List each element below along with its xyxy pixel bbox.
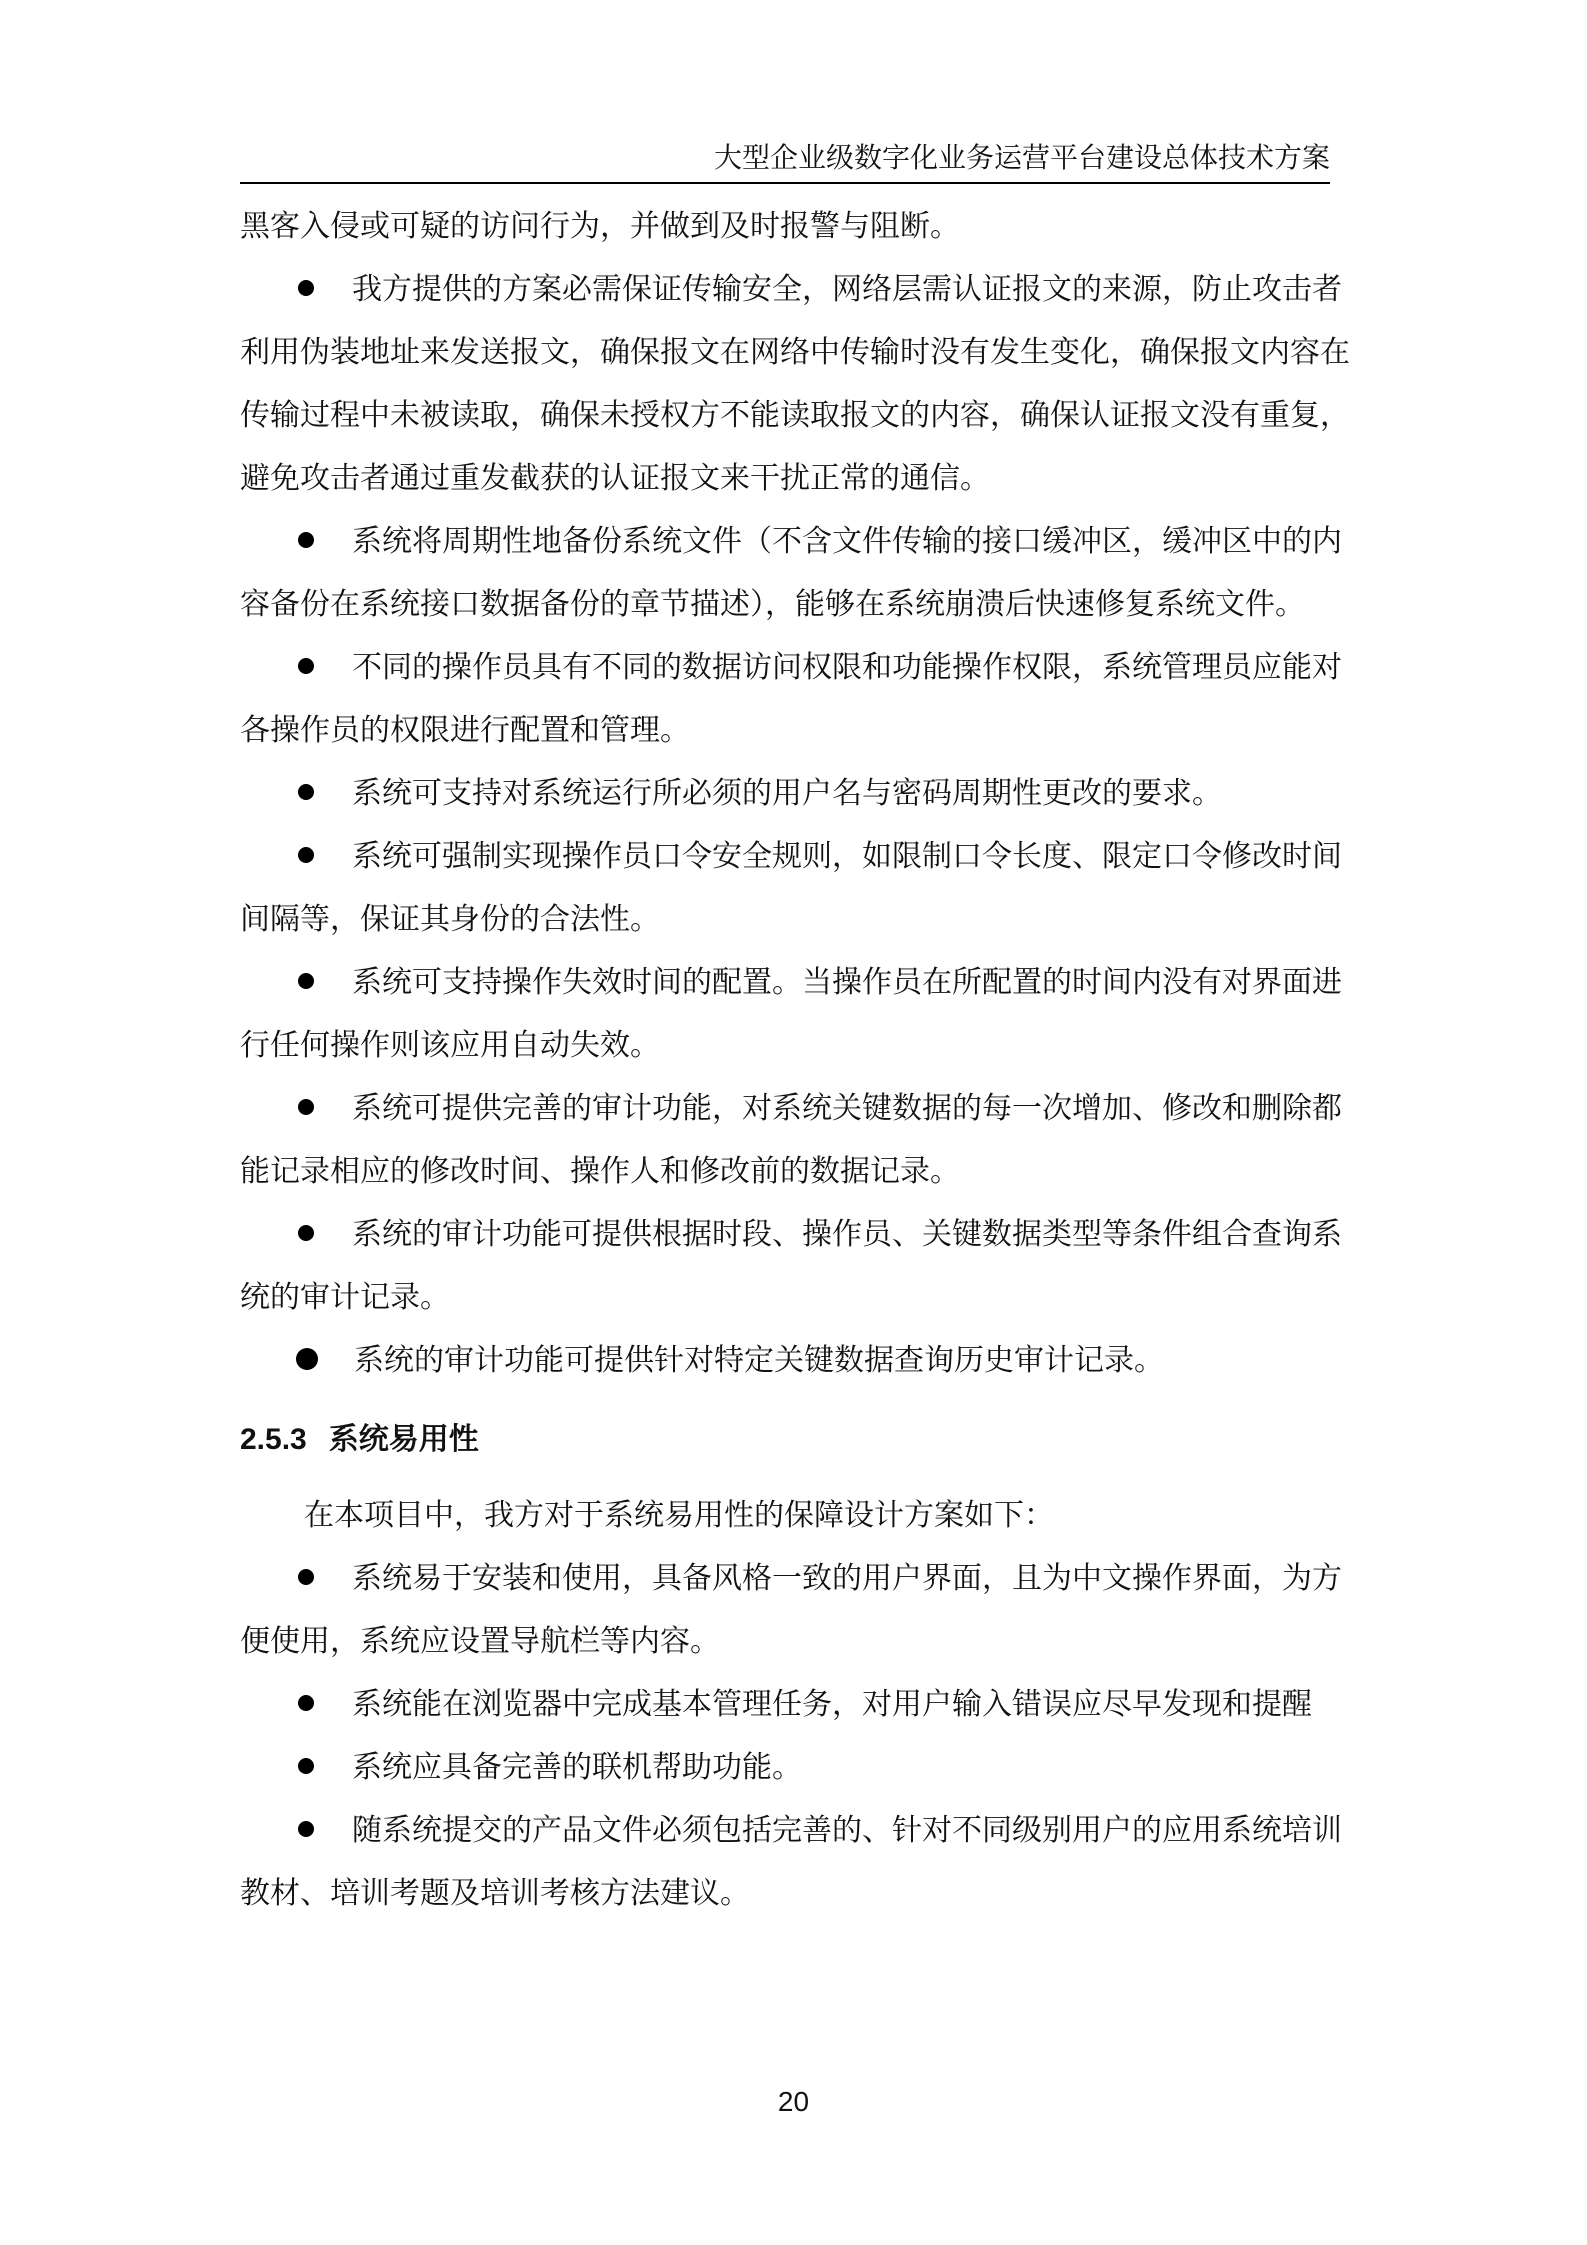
page-number: 20 bbox=[777, 2086, 810, 2117]
document-body bbox=[240, 195, 1350, 1925]
list-item-text: 系统的审计功能可提供针对特定关键数据查询历史审计记录。 bbox=[354, 1343, 1164, 1378]
list-item-text: 我方提供的方案必需保证传输安全，网络层需认证报文的来源，防止攻击者利用伪装地址来发送报文，确保报文在网络中传输时没有发生变化，确保报文内容在传输过程中未被读取，确保未授权方不能读取报文的内容，确保认证报文没有重复，避免攻击者通过重发截获的认证报文来干扰正常的通信。 bbox=[240, 272, 1350, 496]
list-item bbox=[240, 1799, 1350, 1925]
list-item bbox=[240, 825, 1350, 951]
section-heading bbox=[240, 1420, 1350, 1460]
bullet-icon bbox=[298, 847, 314, 863]
list-item bbox=[240, 636, 1350, 762]
list-item bbox=[240, 1673, 1350, 1736]
list-item-text: 系统可强制实现操作员口令安全规则，如限制口令长度、限定口令修改时间间隔等，保证其身份的合法性。 bbox=[240, 839, 1342, 937]
list-item bbox=[240, 258, 1350, 510]
list-item-text: 系统易于安装和使用，具备风格一致的用户界面，且为中文操作界面，为方便使用，系统应设置导航栏等内容。 bbox=[240, 1561, 1342, 1659]
bullet-icon bbox=[298, 1758, 314, 1774]
bullet-icon bbox=[298, 1099, 314, 1115]
list-item-text: 系统可提供完善的审计功能，对系统关键数据的每一次增加、修改和删除都能记录相应的修改时间、操作人和修改前的数据记录。 bbox=[240, 1091, 1342, 1189]
list-item-text: 系统可支持对系统运行所必须的用户名与密码周期性更改的要求。 bbox=[352, 776, 1222, 811]
list-item bbox=[240, 762, 1350, 825]
bullet-icon bbox=[298, 784, 314, 800]
list-item bbox=[240, 1736, 1350, 1799]
document-title: 大型企业级数字化业务运营平台建设总体技术方案 bbox=[713, 141, 1330, 174]
bullet-icon bbox=[298, 280, 314, 296]
continuation-paragraph: 黑客入侵或可疑的访问行为，并做到及时报警与阻断。 bbox=[240, 209, 960, 244]
list-item bbox=[240, 1329, 1350, 1392]
bullet-icon bbox=[298, 1225, 314, 1241]
page-header bbox=[240, 138, 1330, 184]
list-item bbox=[240, 1077, 1350, 1203]
intro-paragraph: 在本项目中，我方对于系统易用性的保障设计方案如下： bbox=[304, 1498, 1054, 1533]
list-item-text: 随系统提交的产品文件必须包括完善的、针对不同级别用户的应用系统培训教材、培训考题及培训考核方法建议。 bbox=[240, 1813, 1342, 1911]
list-item-text: 系统可支持操作失效时间的配置。当操作员在所配置的时间内没有对界面进行任何操作则该应用自动失效。 bbox=[240, 965, 1342, 1063]
bullet-icon bbox=[298, 1569, 314, 1585]
list-item-text: 系统能在浏览器中完成基本管理任务，对用户输入错误应尽早发现和提醒 bbox=[352, 1687, 1312, 1722]
list-item-text: 不同的操作员具有不同的数据访问权限和功能操作权限，系统管理员应能对各操作员的权限进行配置和管理。 bbox=[240, 650, 1342, 748]
bullet-icon bbox=[298, 658, 314, 674]
list-item-text: 系统将周期性地备份系统文件（不含文件传输的接口缓冲区，缓冲区中的内容备份在系统接口数据备份的章节描述），能够在系统崩溃后快速修复系统文件。 bbox=[240, 524, 1342, 622]
list-item-text: 系统的审计功能可提供根据时段、操作员、关键数据类型等条件组合查询系统的审计记录。 bbox=[240, 1217, 1342, 1315]
list-item bbox=[240, 1547, 1350, 1673]
list-item bbox=[240, 510, 1350, 636]
section-title: 系统易用性 bbox=[328, 1423, 479, 1456]
bullet-icon bbox=[298, 532, 314, 548]
bullet-icon bbox=[298, 1695, 314, 1711]
bullet-icon bbox=[298, 973, 314, 989]
section-number: 2.5.3 bbox=[240, 1423, 307, 1456]
list-item bbox=[240, 1203, 1350, 1329]
list-item-text: 系统应具备完善的联机帮助功能。 bbox=[352, 1750, 802, 1785]
bullet-icon bbox=[296, 1348, 318, 1370]
list-item bbox=[240, 951, 1350, 1077]
bullet-icon bbox=[298, 1821, 314, 1837]
